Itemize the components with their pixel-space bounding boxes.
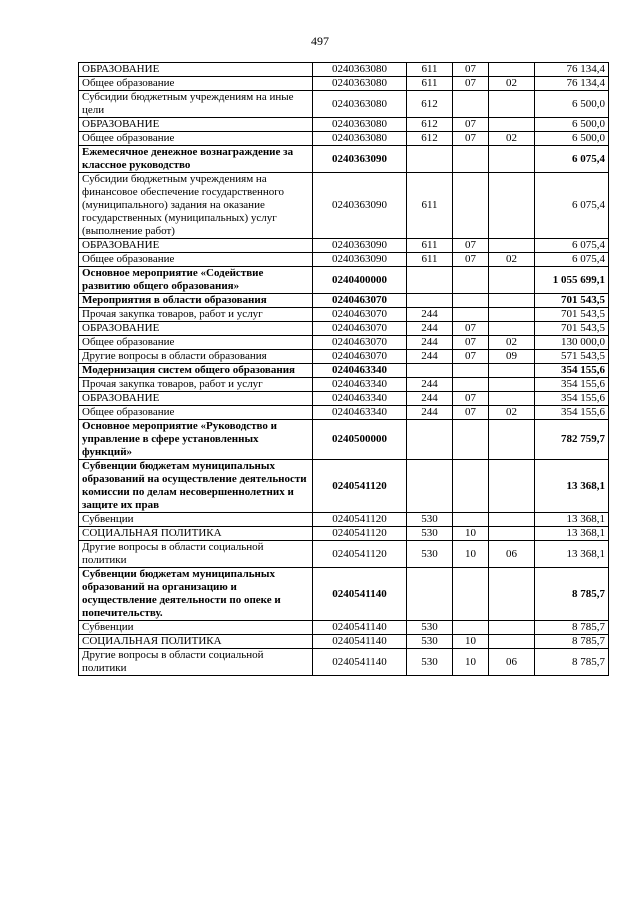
row-name: ОБРАЗОВАНИЕ: [79, 239, 313, 253]
row-target-code: 0240500000: [313, 420, 407, 460]
row-target-code: 0240363080: [313, 77, 407, 91]
row-subsection: [489, 146, 535, 173]
budget-table-body: [79, 63, 609, 676]
row-expense-type: [407, 460, 453, 513]
row-target-code: 0240541140: [313, 649, 407, 676]
row-target-code: 0240463340: [313, 364, 407, 378]
row-target-code: 0240541120: [313, 527, 407, 541]
row-section: 07: [453, 406, 489, 420]
row-expense-type: 611: [407, 63, 453, 77]
table-row: [79, 392, 609, 406]
table-row: [79, 267, 609, 294]
row-expense-type: [407, 364, 453, 378]
row-target-code: 0240400000: [313, 267, 407, 294]
row-name: Модернизация систем общего образования: [79, 364, 313, 378]
row-subsection: [489, 513, 535, 527]
row-amount: 6 075,4: [535, 239, 609, 253]
row-name: ОБРАЗОВАНИЕ: [79, 118, 313, 132]
row-amount: 130 000,0: [535, 336, 609, 350]
row-section: 07: [453, 336, 489, 350]
row-subsection: 02: [489, 132, 535, 146]
row-target-code: 0240463070: [313, 336, 407, 350]
row-amount: 8 785,7: [535, 568, 609, 621]
row-section: 07: [453, 253, 489, 267]
row-expense-type: 530: [407, 513, 453, 527]
row-expense-type: 244: [407, 336, 453, 350]
row-subsection: [489, 527, 535, 541]
row-subsection: [489, 294, 535, 308]
row-name: Общее образование: [79, 406, 313, 420]
table-row: [79, 322, 609, 336]
table-row: [79, 91, 609, 118]
row-amount: 354 155,6: [535, 392, 609, 406]
row-target-code: 0240363090: [313, 239, 407, 253]
row-name: Основное мероприятие «Содействие развитию общего образования»: [79, 267, 313, 294]
row-target-code: 0240363080: [313, 132, 407, 146]
table-row: [79, 364, 609, 378]
row-name: Субвенции бюджетам муниципальных образований на организацию и осуществление деятельности по опеке и попечительству.: [79, 568, 313, 621]
row-expense-type: 244: [407, 378, 453, 392]
row-amount: 6 075,4: [535, 253, 609, 267]
row-amount: 13 368,1: [535, 513, 609, 527]
budget-table: [78, 62, 609, 676]
row-subsection: [489, 621, 535, 635]
row-section: [453, 378, 489, 392]
row-section: 07: [453, 118, 489, 132]
row-section: [453, 364, 489, 378]
row-expense-type: 530: [407, 635, 453, 649]
row-section: [453, 173, 489, 239]
row-amount: 8 785,7: [535, 621, 609, 635]
row-amount: 6 075,4: [535, 146, 609, 173]
row-name: СОЦИАЛЬНАЯ ПОЛИТИКА: [79, 635, 313, 649]
table-row: [79, 541, 609, 568]
row-name: Субвенции бюджетам муниципальных образований на осуществление деятельности комиссии по делам несовершеннолетних и защите их прав: [79, 460, 313, 513]
row-target-code: 0240363080: [313, 63, 407, 77]
row-target-code: 0240463070: [313, 322, 407, 336]
row-name: Общее образование: [79, 77, 313, 91]
row-section: 07: [453, 350, 489, 364]
row-name: ОБРАЗОВАНИЕ: [79, 322, 313, 336]
row-section: [453, 420, 489, 460]
row-section: 07: [453, 239, 489, 253]
row-section: 07: [453, 392, 489, 406]
row-amount: 1 055 699,1: [535, 267, 609, 294]
row-section: 10: [453, 541, 489, 568]
row-name: Общее образование: [79, 253, 313, 267]
row-expense-type: 530: [407, 649, 453, 676]
row-amount: 8 785,7: [535, 635, 609, 649]
row-target-code: 0240541120: [313, 460, 407, 513]
row-name: Общее образование: [79, 132, 313, 146]
row-amount: 782 759,7: [535, 420, 609, 460]
row-section: [453, 621, 489, 635]
row-name: Субвенции: [79, 513, 313, 527]
row-subsection: 06: [489, 649, 535, 676]
row-subsection: 02: [489, 336, 535, 350]
row-expense-type: 530: [407, 527, 453, 541]
table-row: [79, 173, 609, 239]
row-expense-type: [407, 420, 453, 460]
row-expense-type: 244: [407, 322, 453, 336]
row-expense-type: [407, 267, 453, 294]
row-name: Мероприятия в области образования: [79, 294, 313, 308]
row-subsection: [489, 239, 535, 253]
table-row: [79, 635, 609, 649]
row-expense-type: 611: [407, 173, 453, 239]
row-amount: 8 785,7: [535, 649, 609, 676]
row-target-code: 0240363080: [313, 118, 407, 132]
row-amount: 354 155,6: [535, 378, 609, 392]
row-amount: 6 500,0: [535, 91, 609, 118]
row-subsection: [489, 267, 535, 294]
table-row: [79, 513, 609, 527]
row-subsection: 02: [489, 253, 535, 267]
row-expense-type: 244: [407, 406, 453, 420]
table-row: [79, 621, 609, 635]
row-section: 10: [453, 649, 489, 676]
row-subsection: [489, 635, 535, 649]
row-section: [453, 460, 489, 513]
row-amount: 701 543,5: [535, 308, 609, 322]
row-expense-type: 612: [407, 91, 453, 118]
table-row: [79, 649, 609, 676]
row-target-code: 0240363090: [313, 146, 407, 173]
row-amount: 701 543,5: [535, 322, 609, 336]
row-subsection: 09: [489, 350, 535, 364]
row-amount: 6 075,4: [535, 173, 609, 239]
row-subsection: [489, 322, 535, 336]
row-subsection: 02: [489, 77, 535, 91]
row-expense-type: 611: [407, 239, 453, 253]
table-row: [79, 239, 609, 253]
row-expense-type: 612: [407, 132, 453, 146]
row-amount: 354 155,6: [535, 406, 609, 420]
row-name: Общее образование: [79, 336, 313, 350]
page-number: 497: [311, 34, 329, 48]
table-row: [79, 294, 609, 308]
row-subsection: [489, 308, 535, 322]
row-target-code: 0240541140: [313, 635, 407, 649]
row-expense-type: [407, 146, 453, 173]
row-target-code: 0240541120: [313, 541, 407, 568]
row-section: [453, 146, 489, 173]
row-amount: 13 368,1: [535, 460, 609, 513]
table-row: [79, 146, 609, 173]
table-row: [79, 132, 609, 146]
table-row: [79, 336, 609, 350]
table-row: [79, 63, 609, 77]
row-amount: 13 368,1: [535, 541, 609, 568]
row-expense-type: 612: [407, 118, 453, 132]
row-expense-type: 530: [407, 621, 453, 635]
row-amount: 701 543,5: [535, 294, 609, 308]
row-amount: 76 134,4: [535, 63, 609, 77]
row-name: ОБРАЗОВАНИЕ: [79, 392, 313, 406]
row-name: ОБРАЗОВАНИЕ: [79, 63, 313, 77]
row-amount: 571 543,5: [535, 350, 609, 364]
table-row: [79, 118, 609, 132]
table-row: [79, 77, 609, 91]
row-subsection: 06: [489, 541, 535, 568]
table-row: [79, 460, 609, 513]
row-name: Субвенции: [79, 621, 313, 635]
row-section: 07: [453, 63, 489, 77]
row-name: Субсидии бюджетным учреждениям на иные цели: [79, 91, 313, 118]
row-subsection: 02: [489, 406, 535, 420]
table-row: [79, 253, 609, 267]
row-name: Другие вопросы в области социальной политики: [79, 649, 313, 676]
row-expense-type: 244: [407, 308, 453, 322]
row-amount: 354 155,6: [535, 364, 609, 378]
row-target-code: 0240463070: [313, 294, 407, 308]
table-row: [79, 527, 609, 541]
row-subsection: [489, 378, 535, 392]
row-subsection: [489, 118, 535, 132]
row-subsection: [489, 460, 535, 513]
row-target-code: 0240463340: [313, 378, 407, 392]
row-subsection: [489, 392, 535, 406]
row-target-code: 0240363090: [313, 253, 407, 267]
row-expense-type: 611: [407, 77, 453, 91]
row-name: Прочая закупка товаров, работ и услуг: [79, 308, 313, 322]
row-target-code: 0240363080: [313, 91, 407, 118]
table-row: [79, 568, 609, 621]
row-section: 07: [453, 322, 489, 336]
row-section: 07: [453, 132, 489, 146]
row-name: Прочая закупка товаров, работ и услуг: [79, 378, 313, 392]
row-subsection: [489, 63, 535, 77]
row-section: [453, 294, 489, 308]
table-row: [79, 378, 609, 392]
row-expense-type: 611: [407, 253, 453, 267]
row-subsection: [489, 173, 535, 239]
row-target-code: 0240541120: [313, 513, 407, 527]
row-name: Основное мероприятие «Руководство и управление в сфере установленных функций»: [79, 420, 313, 460]
row-amount: 6 500,0: [535, 132, 609, 146]
row-expense-type: 530: [407, 541, 453, 568]
table-row: [79, 420, 609, 460]
row-section: [453, 513, 489, 527]
row-section: [453, 308, 489, 322]
row-section: 10: [453, 527, 489, 541]
table-row: [79, 406, 609, 420]
row-subsection: [489, 568, 535, 621]
row-name: Ежемесячное денежное вознаграждение за классное руководство: [79, 146, 313, 173]
row-name: СОЦИАЛЬНАЯ ПОЛИТИКА: [79, 527, 313, 541]
row-subsection: [489, 420, 535, 460]
row-expense-type: [407, 568, 453, 621]
row-name: Другие вопросы в области образования: [79, 350, 313, 364]
row-section: [453, 267, 489, 294]
row-amount: 76 134,4: [535, 77, 609, 91]
row-target-code: 0240463340: [313, 406, 407, 420]
row-section: 07: [453, 77, 489, 91]
row-name: Субсидии бюджетным учреждениям на финансовое обеспечение государственного (муниципального) задания на оказание государственных (муниципальных) услуг (выполнение работ): [79, 173, 313, 239]
table-row: [79, 350, 609, 364]
row-amount: 13 368,1: [535, 527, 609, 541]
row-subsection: [489, 364, 535, 378]
row-target-code: 0240463070: [313, 350, 407, 364]
row-section: 10: [453, 635, 489, 649]
row-section: [453, 568, 489, 621]
row-expense-type: [407, 294, 453, 308]
row-expense-type: 244: [407, 350, 453, 364]
table-row: [79, 308, 609, 322]
row-subsection: [489, 91, 535, 118]
row-target-code: 0240463070: [313, 308, 407, 322]
row-section: [453, 91, 489, 118]
row-target-code: 0240363090: [313, 173, 407, 239]
row-target-code: 0240541140: [313, 621, 407, 635]
row-name: Другие вопросы в области социальной политики: [79, 541, 313, 568]
row-target-code: 0240463340: [313, 392, 407, 406]
row-target-code: 0240541140: [313, 568, 407, 621]
row-amount: 6 500,0: [535, 118, 609, 132]
row-expense-type: 244: [407, 392, 453, 406]
